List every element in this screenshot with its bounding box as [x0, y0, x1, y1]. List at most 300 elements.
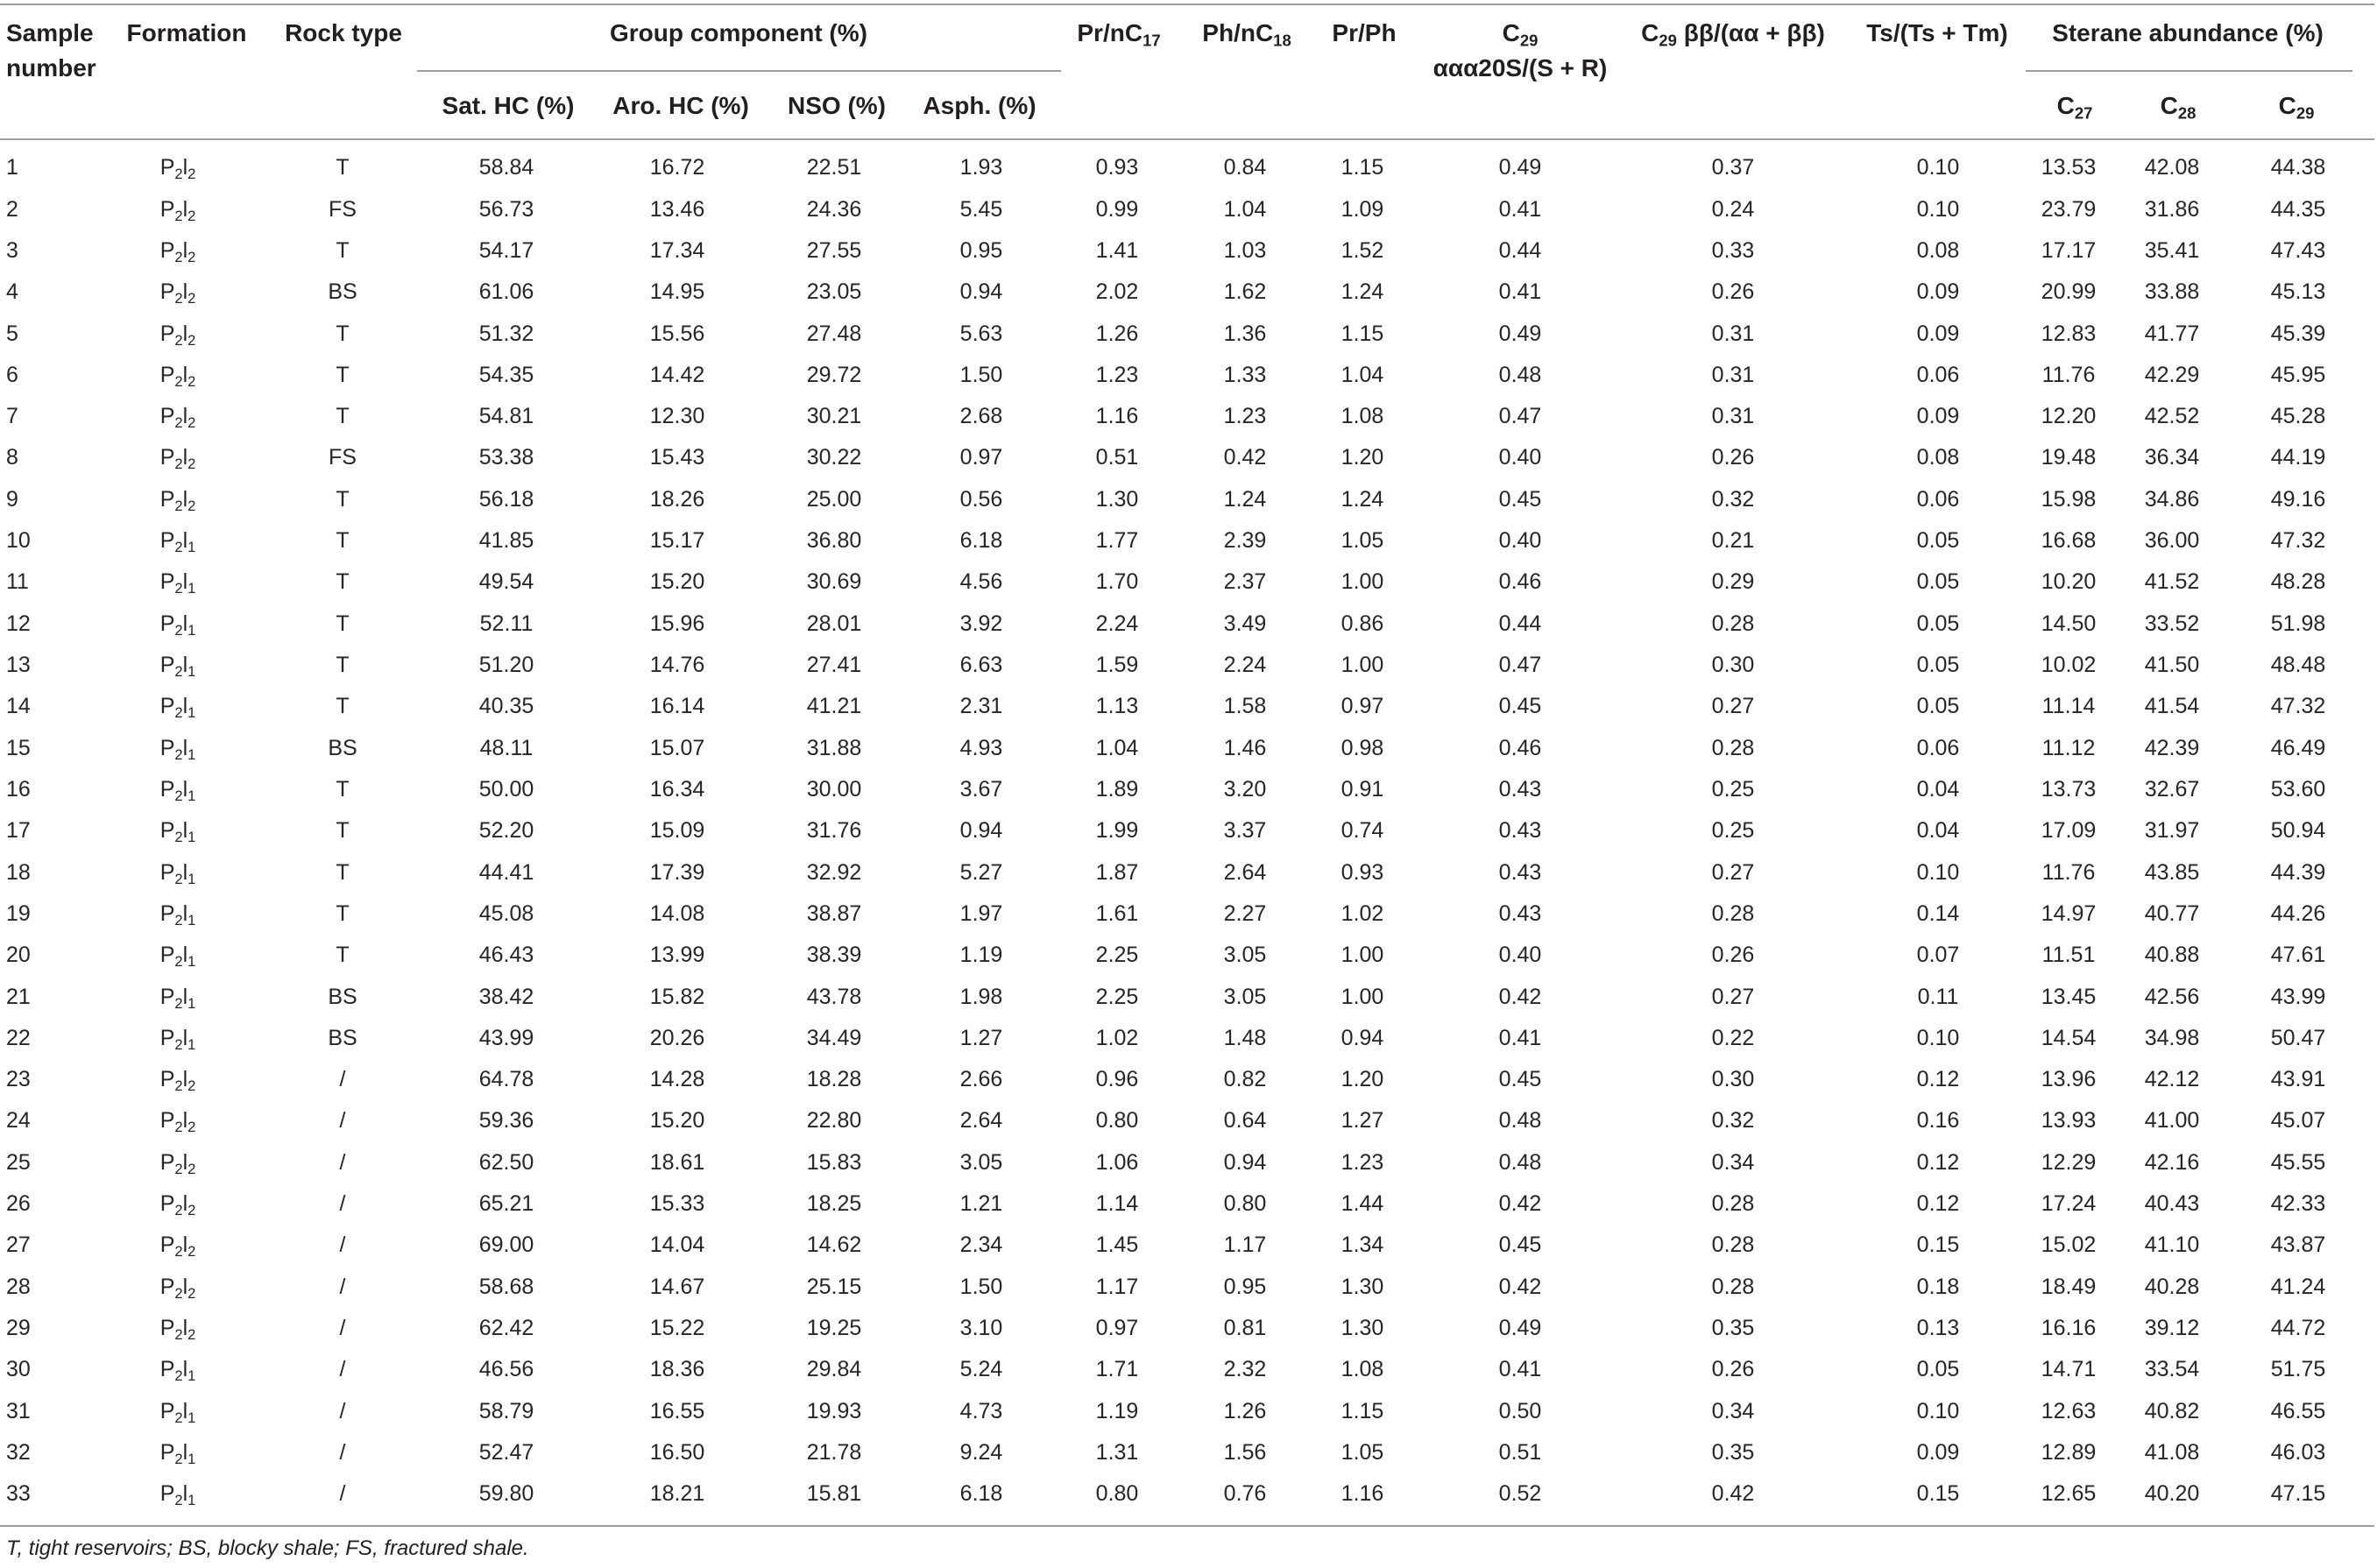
cell-ts-tm-ratio: 0.09 [1916, 404, 1960, 429]
cell-ph-nc18: 1.04 [1223, 196, 1267, 222]
cell-rock-type: T [336, 155, 350, 180]
cell-aro-hc: 18.61 [649, 1149, 705, 1175]
subscript: 1 [187, 622, 196, 639]
cell-c28: 42.29 [2144, 362, 2200, 387]
subscript: 2 [174, 166, 183, 183]
cell-c29: 43.99 [2270, 984, 2326, 1009]
cell-c28: 42.52 [2144, 404, 2200, 429]
cell-asph: 0.56 [959, 486, 1003, 512]
header-group-component: Group component (%) [610, 19, 867, 46]
cell-pr-nc17: 0.99 [1095, 196, 1139, 222]
cell-pr-ph: 1.30 [1341, 1274, 1384, 1299]
cell-sat-hc: 51.20 [478, 653, 534, 678]
cell-formation: $P_2l_1$ [159, 1025, 196, 1053]
cell-pr-ph: 1.15 [1341, 155, 1384, 180]
cell-pr-ph: 1.27 [1341, 1108, 1384, 1134]
cell-c29-20s-ratio: 0.45 [1498, 486, 1542, 512]
cell-ts-tm-ratio: 0.05 [1916, 1357, 1960, 1382]
cell-aro-hc: 14.08 [649, 901, 705, 926]
table-row [0, 810, 2377, 851]
cell-aro-hc: 16.34 [649, 776, 705, 802]
cell-nso: 22.51 [806, 155, 862, 180]
cell-rock-type: / [339, 1233, 346, 1258]
cell-c28: 31.97 [2144, 818, 2200, 844]
subscript: 2 [174, 373, 183, 390]
cell-sat-hc: 43.99 [478, 1025, 534, 1050]
cell-ts-tm-ratio: 0.08 [1916, 237, 1960, 263]
header-sterane-abundance: Sterane abundance (%) [2052, 19, 2324, 46]
header-nso: NSO (%) [788, 92, 886, 119]
table-row [0, 520, 2377, 562]
cell-c29-20s-ratio: 0.41 [1498, 279, 1542, 305]
cell-ts-tm-ratio: 0.12 [1916, 1191, 1960, 1217]
cell-ts-tm-ratio: 0.06 [1916, 362, 1960, 387]
cell-sample-number: 13 [6, 653, 31, 678]
cell-c29-bb-ratio: 0.31 [1711, 404, 1755, 429]
cell-sample-number: 1 [6, 155, 18, 180]
cell-rock-type: BS [328, 1025, 357, 1050]
cell-c27: 16.16 [2041, 1315, 2097, 1340]
cell-c29: 49.16 [2270, 486, 2326, 512]
cell-c28: 40.20 [2144, 1481, 2200, 1507]
cell-c28: 31.86 [2144, 196, 2200, 222]
subscript: 1 [187, 663, 196, 680]
cell-formation: $P_2l_2$ [159, 279, 196, 307]
cell-c29-bb-ratio: 0.37 [1711, 155, 1755, 180]
cell-nso: 19.93 [806, 1398, 862, 1423]
cell-asph: 3.05 [959, 1149, 1003, 1175]
cell-sample-number: 33 [6, 1481, 31, 1507]
table-row [0, 147, 2377, 188]
cell-pr-ph: 0.74 [1341, 818, 1384, 844]
cell-c28: 41.10 [2144, 1233, 2200, 1258]
table-row [0, 1391, 2377, 1432]
cell-sat-hc: 50.00 [478, 776, 534, 802]
cell-c27: 12.63 [2041, 1398, 2097, 1423]
cell-c29: 51.75 [2270, 1357, 2326, 1382]
cell-asph: 0.94 [959, 818, 1003, 844]
cell-ts-tm-ratio: 0.11 [1917, 984, 1959, 1009]
cell-c29: 47.32 [2270, 694, 2326, 719]
cell-c27: 15.02 [2041, 1233, 2097, 1258]
cell-sample-number: 4 [6, 279, 18, 305]
cell-pr-nc17: 0.97 [1095, 1315, 1139, 1340]
subscript: 2 [174, 456, 183, 473]
cell-rock-type: / [339, 1357, 346, 1382]
cell-c29-20s-ratio: 0.43 [1498, 859, 1542, 885]
subscript: 2 [174, 249, 183, 265]
cell-sample-number: 23 [6, 1067, 31, 1092]
cell-formation: $P_2l_2$ [159, 1315, 196, 1343]
cell-pr-nc17: 1.14 [1095, 1191, 1139, 1217]
cell-sample-number: 25 [6, 1149, 31, 1175]
cell-nso: 32.92 [806, 859, 862, 885]
cell-sat-hc: 51.32 [478, 321, 534, 346]
cell-sat-hc: 58.79 [478, 1398, 534, 1423]
cell-asph: 4.73 [959, 1398, 1003, 1423]
cell-c28: 39.12 [2144, 1315, 2200, 1340]
cell-pr-ph: 0.93 [1341, 859, 1384, 885]
header-ts-tm-ratio: Ts/(Ts + Tm) [1866, 19, 2008, 46]
cell-ph-nc18: 1.62 [1223, 279, 1267, 305]
cell-pr-ph: 0.86 [1341, 611, 1384, 636]
subscript: 2 [187, 249, 196, 265]
cell-sample-number: 21 [6, 984, 31, 1009]
cell-formation: $P_2l_2$ [159, 1149, 196, 1177]
cell-asph: 6.63 [959, 653, 1003, 678]
cell-c28: 41.77 [2144, 321, 2200, 346]
cell-ph-nc18: 0.80 [1223, 1191, 1267, 1217]
cell-c29-20s-ratio: 0.43 [1498, 901, 1542, 926]
subscript: 1 [187, 1368, 196, 1385]
table-row [0, 1267, 2377, 1308]
cell-ph-nc18: 0.84 [1223, 155, 1267, 180]
cell-asph: 2.64 [959, 1108, 1003, 1134]
cell-c29-20s-ratio: 0.51 [1498, 1439, 1542, 1465]
cell-sample-number: 30 [6, 1357, 31, 1382]
subscript: 2 [174, 830, 183, 846]
header-c27-subscript: 27 [2074, 103, 2093, 123]
subscript: 2 [174, 1244, 183, 1261]
cell-sat-hc: 62.50 [478, 1149, 534, 1175]
cell-ph-nc18: 2.32 [1223, 1357, 1267, 1382]
cell-c28: 34.98 [2144, 1025, 2200, 1050]
cell-c29-bb-ratio: 0.28 [1711, 735, 1755, 760]
cell-sat-hc: 58.68 [478, 1274, 534, 1299]
cell-ph-nc18: 1.03 [1223, 237, 1267, 263]
cell-aro-hc: 15.17 [649, 528, 705, 554]
cell-c29-bb-ratio: 0.28 [1711, 901, 1755, 926]
cell-c27: 10.20 [2041, 569, 2097, 595]
cell-c29: 45.13 [2270, 279, 2326, 305]
cell-asph: 3.92 [959, 611, 1003, 636]
cell-c29: 50.47 [2270, 1025, 2326, 1050]
cell-asph: 5.45 [959, 196, 1003, 222]
cell-c29-bb-ratio: 0.27 [1711, 694, 1755, 719]
cell-ts-tm-ratio: 0.05 [1916, 694, 1960, 719]
cell-rock-type: / [339, 1149, 346, 1175]
cell-pr-ph: 1.05 [1341, 528, 1384, 554]
cell-sat-hc: 54.17 [478, 237, 534, 263]
table-row [0, 645, 2377, 686]
header-c29-bb-text: C [1641, 19, 1659, 46]
cell-c29: 50.94 [2270, 818, 2326, 844]
header-sample-number: Sample number [6, 19, 96, 81]
cell-c27: 14.71 [2041, 1357, 2097, 1382]
cell-rock-type: / [339, 1315, 346, 1340]
subscript: 2 [174, 1119, 183, 1136]
table-row [0, 314, 2377, 355]
cell-pr-nc17: 0.51 [1095, 445, 1139, 470]
cell-asph: 1.27 [959, 1025, 1003, 1050]
cell-pr-nc17: 1.70 [1095, 569, 1139, 595]
cell-nso: 15.81 [806, 1481, 862, 1507]
cell-formation: $P_2l_1$ [159, 859, 196, 887]
cell-c29-20s-ratio: 0.41 [1498, 1357, 1542, 1382]
cell-sat-hc: 54.35 [478, 362, 534, 387]
cell-ts-tm-ratio: 0.10 [1916, 859, 1960, 885]
cell-c29-bb-ratio: 0.21 [1711, 528, 1755, 554]
subscript: 2 [174, 1202, 183, 1218]
cell-formation: $P_2l_2$ [159, 1274, 196, 1302]
cell-pr-nc17: 1.06 [1095, 1149, 1139, 1175]
header-pr-nc17-subscript: 17 [1143, 31, 1161, 50]
cell-pr-ph: 1.00 [1341, 984, 1384, 1009]
cell-formation: $P_2l_2$ [159, 445, 196, 473]
cell-pr-ph: 1.02 [1341, 901, 1384, 926]
subscript: 2 [174, 622, 183, 639]
cell-c29-20s-ratio: 0.48 [1498, 1149, 1542, 1175]
cell-c27: 20.99 [2041, 279, 2097, 305]
cell-sample-number: 31 [6, 1398, 31, 1423]
subscript: 2 [174, 540, 183, 556]
cell-ts-tm-ratio: 0.16 [1916, 1108, 1960, 1134]
cell-c28: 42.08 [2144, 155, 2200, 180]
cell-c29: 45.39 [2270, 321, 2326, 346]
cell-pr-nc17: 2.25 [1095, 984, 1139, 1009]
cell-c27: 14.50 [2041, 611, 2097, 636]
cell-asph: 0.95 [959, 237, 1003, 263]
cell-nso: 25.15 [806, 1274, 862, 1299]
cell-asph: 6.18 [959, 528, 1003, 554]
cell-c27: 19.48 [2041, 445, 2097, 470]
subscript: 2 [174, 1451, 183, 1467]
cell-c29-bb-ratio: 0.24 [1711, 196, 1755, 222]
cell-aro-hc: 15.22 [649, 1315, 705, 1340]
table-footnote: T, tight reservoirs; BS, blocky shale; FS, fractured shale. [6, 1536, 529, 1560]
cell-c28: 33.52 [2144, 611, 2200, 636]
cell-c29-20s-ratio: 0.50 [1498, 1398, 1542, 1423]
cell-ts-tm-ratio: 0.10 [1916, 155, 1960, 180]
cell-c29-20s-ratio: 0.46 [1498, 569, 1542, 595]
cell-rock-type: / [339, 1274, 346, 1299]
cell-ph-nc18: 2.24 [1223, 653, 1267, 678]
cell-pr-nc17: 1.04 [1095, 735, 1139, 760]
cell-formation: $P_2l_1$ [159, 776, 196, 804]
cell-c28: 41.08 [2144, 1439, 2200, 1465]
cell-sat-hc: 46.56 [478, 1357, 534, 1382]
cell-asph: 2.31 [959, 694, 1003, 719]
cell-asph: 5.63 [959, 321, 1003, 346]
header-c28-text: C [2160, 92, 2178, 119]
cell-ts-tm-ratio: 0.10 [1916, 196, 1960, 222]
cell-ts-tm-ratio: 0.12 [1916, 1149, 1960, 1175]
cell-c29: 46.49 [2270, 735, 2326, 760]
cell-nso: 22.80 [806, 1108, 862, 1134]
cell-ts-tm-ratio: 0.09 [1916, 1439, 1960, 1465]
cell-ph-nc18: 1.56 [1223, 1439, 1267, 1465]
cell-nso: 30.22 [806, 445, 862, 470]
cell-c27: 18.49 [2041, 1274, 2097, 1299]
cell-c29-bb-ratio: 0.26 [1711, 279, 1755, 305]
cell-c29-bb-ratio: 0.22 [1711, 1025, 1755, 1050]
cell-ts-tm-ratio: 0.10 [1916, 1025, 1960, 1050]
subscript: 2 [174, 498, 183, 514]
cell-aro-hc: 18.26 [649, 486, 705, 512]
table-row [0, 1473, 2377, 1515]
cell-c29: 45.28 [2270, 404, 2326, 429]
cell-sample-number: 8 [6, 445, 18, 470]
subscript: 2 [187, 373, 196, 390]
cell-rock-type: T [336, 653, 350, 678]
cell-pr-ph: 0.97 [1341, 694, 1384, 719]
cell-c29: 43.87 [2270, 1233, 2326, 1258]
header-ph-nc18-text: Ph/nC [1202, 19, 1274, 46]
cell-rock-type: T [336, 694, 350, 719]
cell-pr-nc17: 1.31 [1095, 1439, 1139, 1465]
cell-formation: $P_2l_1$ [159, 1439, 196, 1467]
subscript: 2 [174, 871, 183, 887]
cell-pr-ph: 1.00 [1341, 943, 1384, 968]
cell-sample-number: 17 [6, 818, 31, 844]
header-c29-bb-subscript: 29 [1659, 31, 1677, 50]
subscript: 1 [187, 1451, 196, 1467]
cell-c29-bb-ratio: 0.28 [1711, 1233, 1755, 1258]
cell-c27: 17.09 [2041, 818, 2097, 844]
cell-ts-tm-ratio: 0.14 [1916, 901, 1960, 926]
cell-ts-tm-ratio: 0.05 [1916, 528, 1960, 554]
cell-sample-number: 12 [6, 611, 31, 636]
cell-pr-nc17: 0.96 [1095, 1067, 1139, 1092]
cell-ts-tm-ratio: 0.08 [1916, 445, 1960, 470]
cell-rock-type: T [336, 528, 350, 554]
cell-c27: 17.24 [2041, 1191, 2097, 1217]
cell-aro-hc: 14.95 [649, 279, 705, 305]
cell-c29: 41.24 [2270, 1274, 2326, 1299]
cell-nso: 43.78 [806, 984, 862, 1009]
cell-pr-ph: 1.15 [1341, 321, 1384, 346]
table-row [0, 1432, 2377, 1473]
cell-c28: 36.34 [2144, 445, 2200, 470]
cell-pr-ph: 1.09 [1341, 196, 1384, 222]
cell-formation: $P_2l_2$ [159, 1067, 196, 1095]
cell-c29-bb-ratio: 0.33 [1711, 237, 1755, 263]
subscript: 2 [187, 456, 196, 473]
cell-nso: 29.72 [806, 362, 862, 387]
cell-c29-bb-ratio: 0.25 [1711, 818, 1755, 844]
cell-asph: 2.34 [959, 1233, 1003, 1258]
cell-ph-nc18: 3.20 [1223, 776, 1267, 802]
cell-sample-number: 26 [6, 1191, 31, 1217]
cell-ts-tm-ratio: 0.13 [1916, 1315, 1960, 1340]
cell-c29: 44.26 [2270, 901, 2326, 926]
cell-c29: 45.07 [2270, 1108, 2326, 1134]
cell-aro-hc: 15.82 [649, 984, 705, 1009]
header-c29-subscript: 29 [2296, 103, 2315, 123]
cell-ph-nc18: 1.36 [1223, 321, 1267, 346]
cell-c29-bb-ratio: 0.34 [1711, 1149, 1755, 1175]
cell-formation: $P_2l_1$ [159, 694, 196, 722]
cell-c29-20s-ratio: 0.47 [1498, 404, 1542, 429]
cell-nso: 36.80 [806, 528, 862, 554]
cell-ph-nc18: 1.24 [1223, 486, 1267, 512]
cell-aro-hc: 14.42 [649, 362, 705, 387]
cell-c29-20s-ratio: 0.40 [1498, 528, 1542, 554]
cell-c29: 53.60 [2270, 776, 2326, 802]
cell-c29: 51.98 [2270, 611, 2326, 636]
cell-formation: $P_2l_1$ [159, 901, 196, 929]
cell-c29-20s-ratio: 0.45 [1498, 1233, 1542, 1258]
cell-ts-tm-ratio: 0.05 [1916, 569, 1960, 595]
cell-pr-nc17: 1.16 [1095, 404, 1139, 429]
cell-nso: 19.25 [806, 1315, 862, 1340]
header-c29-20s-text: C [1502, 19, 1520, 46]
cell-c29-20s-ratio: 0.41 [1498, 196, 1542, 222]
subscript: 2 [187, 291, 196, 307]
header-c29-20s-line2: ααα20S/(S + R) [1433, 54, 1608, 81]
cell-c28: 40.88 [2144, 943, 2200, 968]
cell-c29-bb-ratio: 0.34 [1711, 1398, 1755, 1423]
cell-rock-type: T [336, 611, 350, 636]
table-row [0, 1142, 2377, 1183]
cell-pr-nc17: 2.24 [1095, 611, 1139, 636]
cell-c29-20s-ratio: 0.43 [1498, 818, 1542, 844]
cell-rock-type: T [336, 362, 350, 387]
cell-sat-hc: 59.36 [478, 1108, 534, 1134]
cell-pr-ph: 1.44 [1341, 1191, 1384, 1217]
cell-nso: 27.48 [806, 321, 862, 346]
header-c27-text: C [2056, 92, 2075, 119]
cell-pr-ph: 1.23 [1341, 1149, 1384, 1175]
cell-c29: 47.61 [2270, 943, 2326, 968]
subscript: 1 [187, 871, 196, 887]
cell-c27: 11.51 [2041, 943, 2096, 968]
cell-ph-nc18: 3.49 [1223, 611, 1267, 636]
cell-ph-nc18: 0.76 [1223, 1481, 1267, 1507]
cell-c29-bb-ratio: 0.31 [1711, 321, 1755, 346]
cell-aro-hc: 13.99 [649, 943, 705, 968]
cell-pr-ph: 1.08 [1341, 1357, 1384, 1382]
cell-sat-hc: 52.11 [479, 611, 534, 636]
cell-ph-nc18: 2.37 [1223, 569, 1267, 595]
cell-sat-hc: 54.81 [478, 404, 534, 429]
cell-formation: $P_2l_1$ [159, 1398, 196, 1426]
cell-nso: 30.21 [806, 404, 862, 429]
cell-aro-hc: 16.72 [649, 155, 705, 180]
cell-c27: 12.83 [2041, 321, 2097, 346]
cell-asph: 1.50 [959, 362, 1003, 387]
subscript: 1 [187, 746, 196, 763]
table-row [0, 1059, 2377, 1100]
cell-ph-nc18: 0.42 [1223, 445, 1267, 470]
cell-ph-nc18: 1.23 [1223, 404, 1267, 429]
cell-c29: 43.91 [2270, 1067, 2326, 1092]
cell-c27: 16.68 [2041, 528, 2097, 554]
cell-c29-bb-ratio: 0.35 [1711, 1439, 1755, 1465]
cell-pr-ph: 0.98 [1341, 735, 1384, 760]
cell-sat-hc: 62.42 [478, 1315, 534, 1340]
table-row [0, 396, 2377, 437]
cell-c29: 48.48 [2270, 653, 2326, 678]
cell-c27: 14.54 [2041, 1025, 2097, 1050]
cell-c29-20s-ratio: 0.52 [1498, 1481, 1542, 1507]
cell-nso: 31.76 [806, 818, 862, 844]
cell-aro-hc: 17.39 [649, 859, 705, 885]
cell-nso: 38.39 [806, 943, 862, 968]
cell-pr-nc17: 1.61 [1095, 901, 1139, 926]
subscript: 2 [174, 912, 183, 929]
cell-c27: 11.14 [2041, 694, 2096, 719]
cell-aro-hc: 15.56 [649, 321, 705, 346]
subscript: 2 [187, 1244, 196, 1261]
cell-asph: 2.66 [959, 1067, 1003, 1092]
cell-c29-bb-ratio: 0.32 [1711, 486, 1755, 512]
cell-ph-nc18: 1.46 [1223, 735, 1267, 760]
subscript: 2 [187, 498, 196, 514]
cell-rock-type: T [336, 943, 350, 968]
cell-c29: 44.35 [2270, 196, 2326, 222]
cell-pr-nc17: 1.71 [1095, 1357, 1139, 1382]
